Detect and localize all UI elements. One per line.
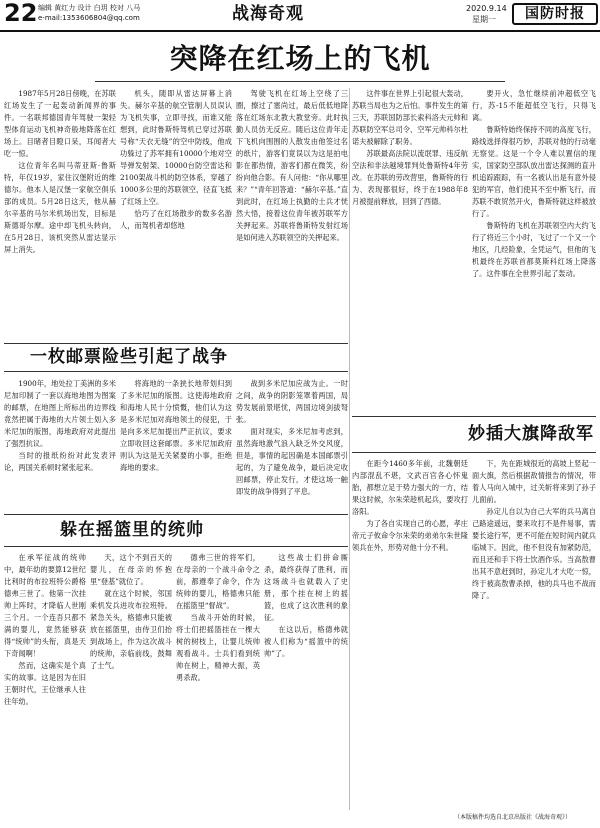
story4-paragraph: 在这以后，格德弗就被人们称为“摇篮中的统帅”了。 bbox=[264, 625, 348, 658]
story2-paragraph: 1900年，地处拉丁美洲的多米尼加印制了一套以海地地图为图案的邮票，在地图上所标出的边界线竟然把属于海地的大片领土划入多米尼加的版图，海地政府对此提出了强烈抗议。 bbox=[4, 379, 116, 448]
story4-top-rule bbox=[4, 514, 348, 515]
source-note: （本版稿件均选自北京出版社《战海奇观》） bbox=[454, 814, 572, 821]
story4-paragraph: 这些战士们拼命厮杀，最终获得了胜利，而这场战斗也就载入了史册，那个挂在树上的摇篮，也成了这次胜利的象征。 bbox=[264, 553, 348, 622]
page-number: 22 bbox=[4, 0, 38, 27]
story4-paragraph: 就在这个时候，邻国乘机发兵进攻布拉班特。紧急关头，格德弗只能被放在摇篮里，由侍卫们抬到战场上，作为这次战斗的统帅，亲临前线，鼓舞了士气。 bbox=[90, 589, 172, 670]
story4-column-1 bbox=[4, 552, 86, 812]
story4-paragraph: 当战斗开始的时候，将士们把摇篮挂在一棵大树的树枝上，让婴儿统帅观看战斗。士兵们看到统帅在树上，精神大振，英勇杀敌。 bbox=[176, 613, 260, 682]
story4-paragraph: 德弗三世的将军们，在母亲的一个战斗命令之前，都遵奉了命令，作为统帅的婴儿，格德弗只能在摇篮里“督战”。 bbox=[176, 553, 260, 610]
story2-top-rule bbox=[4, 343, 348, 344]
column-divider bbox=[349, 88, 350, 810]
masthead bbox=[0, 0, 600, 30]
story1-column-2 bbox=[120, 88, 232, 340]
story1-paragraph: 机头，随即从雷达屏幕上消失。赫尔辛基的航空管制人员误认为飞机失事，立即寻找，而谁又能想到，此时鲁斯特驾机已穿过苏联号称“天衣无缝”的空中防线，他成功躲过了苏军拥有10000个地对空导弹发射架、10000台防空雷达和2100架战斗机的防空体系，穿越了1000多公里的苏联领空，径直飞抵了红场上空。 bbox=[120, 89, 232, 206]
story1-paragraph: 这件事在世界上引起很大轰动，苏联当局也为之后怕。事件发生的第三天，苏联国防部长索科洛夫元帅和苏联防空军总司令、空军元帅科尔杜诺夫被解除了职务。 bbox=[352, 89, 468, 146]
story4-paragraph: 天，这个不到百天的婴儿，在母亲的怀抱里“登基”就位了。 bbox=[90, 553, 172, 586]
story1-paragraph: 苏联最高法院以流氓罪、违反航空法和非法越境罪判处鲁斯特4年劳改。在苏联的劳改营里，鲁斯特的行为、表现都很好，终于在1988年8月被提前释放，回到了西德。 bbox=[352, 149, 468, 206]
story2-column-2 bbox=[120, 378, 232, 512]
story1-paragraph: 这位青年名叫马蒂亚斯·鲁斯特，年仅19岁，家住汉堡附近的维德尔。他本人是汉堡一家航空俱乐部的成员。5月28日这天，他从赫尔辛基的马尔米机场出发，目标是斯德哥尔摩。途中却飞机头转向，在5月28日，该机突然从雷达显示屏上消失。 bbox=[4, 161, 116, 254]
newspaper-logo: 国防时报 bbox=[512, 3, 598, 25]
story2-column-1 bbox=[4, 378, 116, 512]
story4-bottom-rule bbox=[4, 546, 348, 547]
issue-weekday: 星期一 bbox=[472, 15, 496, 24]
story1-paragraph: 1987年5月28日傍晚，在苏联红场发生了一起轰动新闻界的事件。一名联邦德国青年驾驶一架轻型体育运动飞机神奇般地降落在红场上。目睹者目瞪口呆，耳闻者大吃一惊。 bbox=[4, 89, 116, 158]
story3-headline: 妙插大旗降敌军 bbox=[468, 424, 594, 444]
story2-paragraph: 面对现实，多米尼加考虑到，虽然海地激气浪入缺乏外交风度，但是，事情的起因确是本国邮票引起的，为了避免战争，最后决定收回邮票，停止发行，才使这场一触即发的战争得到了平息。 bbox=[236, 427, 348, 496]
story3-column-1 bbox=[352, 458, 468, 810]
story3-bottom-rule bbox=[352, 452, 596, 453]
issue-date: 2020.9.14 bbox=[466, 4, 507, 13]
story2-paragraph: 当时的报纸纷纷对此发表评论，两国关系顿时紧张起来。 bbox=[4, 451, 116, 472]
section-title: 战海奇观 bbox=[232, 4, 304, 24]
story1-paragraph: 鲁斯特的飞机在苏联领空内大约飞行了将近三个小时，飞过了一个又一个地区，几经险象，全凭运气，但他的飞机最终在苏联首都莫斯科红场上降落了。这件事在全世界引起了轰动。 bbox=[472, 221, 596, 278]
story2-bottom-rule bbox=[4, 371, 348, 372]
story2-headline: 一枚邮票险些引起了战争 bbox=[30, 347, 228, 367]
story1-column-1 bbox=[4, 88, 116, 340]
story1-column-3 bbox=[236, 88, 348, 340]
story1-paragraph: 要开火，急忙继续前冲超低空飞行，苏-15不能超低空飞行，只得飞离。 bbox=[472, 89, 596, 122]
story1-column-5 bbox=[472, 88, 596, 406]
story3-paragraph: 孙定儿自以为自己大军的兵马离自己路途遥远，要来攻打不是件易事，需要长途行军，更不可能在短时间内就兵临城下。因此，他不但没有加紧防范，而且还和手下将士饮酒作乐。当高敖曹出其不意赶到时，孙定儿才大吃一惊，终于被高敖曹杀掉，他的兵马也不战而降了。 bbox=[472, 507, 596, 600]
story1-column-4 bbox=[352, 88, 468, 406]
story2-paragraph: 战到多米尼加应战为止。一时之间，战争的阴影笼罩着两国，局势发展前景堪忧，两国边境剑拔弩张。 bbox=[236, 379, 348, 424]
story1-paragraph: 鲁斯特始终保持不同的高度飞行，路线选择得很巧妙，苏联对他的行动毫无察觉。这是一个令人难以置信的现实，国家防空部队放出雷达探测的直升机追踪跟踪，有一名被认出是有意外侵犯的军官，他们使其不至中断飞行，而苏联不敢贸然开火，鲁斯特就这样被放行了。 bbox=[472, 125, 596, 218]
story4-column-3 bbox=[176, 552, 260, 812]
editor-credits: 编辑 黄红力 设计 白玥 校对 八马 bbox=[38, 4, 141, 12]
story3-paragraph: 为了各自实现自己的心愿，孝庄帝元子攸命令尔朱荣的弟弟尔朱世隆领兵在外，形势对他十分不利。 bbox=[352, 519, 468, 552]
masthead-divider bbox=[0, 30, 600, 32]
story1-paragraph: 恰巧了在红场散步的数多名游人，而驾机者却悠地 bbox=[120, 209, 232, 230]
story4-headline: 躲在摇篮里的统帅 bbox=[60, 520, 204, 540]
story4-paragraph: 在承军征战的统帅中，最年幼的要算12世纪比利时的布拉班特公爵格德弗三世了。他第一次挂帅上阵时，才降临人世刚三个月。一个连吾只都不满的婴儿，竟然能够获得“统帅”的头衔，真是天下奇闻啊！ bbox=[4, 553, 86, 658]
story2-column-3 bbox=[236, 378, 348, 512]
story3-paragraph: 在距今1460多年前，北魏朝廷内部混乱不堪，文武百官各心怀鬼胎，都想立足于势力强大的一方，结果这时候，尔朱荣趁机起兵，要攻打洛阳。 bbox=[352, 459, 468, 516]
main-headline: 突降在红场上的飞机 bbox=[169, 42, 431, 75]
story3-top-rule bbox=[352, 416, 596, 417]
story4-paragraph: 然而，这确实是个真实的故事。这是因为在旧王朝时代，王位继承人往往年幼。 bbox=[4, 661, 86, 706]
story3-paragraph: 下，先在距城很近的高坡上竖起一面大旗，然后根据敌情报告的情况，带着人马向入城中，过关斩将来到了孙子儿面前。 bbox=[472, 459, 596, 504]
story3-column-2 bbox=[472, 458, 596, 810]
contact-email: e-mail:1353606804@qq.com bbox=[38, 14, 140, 22]
main-headline-underline bbox=[95, 81, 505, 82]
story4-column-2 bbox=[90, 552, 172, 812]
story2-paragraph: 将海地的一条狭长地带划归到了多米尼加的版图。这使海地政府和海地人民十分愤慨，他们认为这是多米尼加对海地领土的侵犯，于是向多米尼加提出严正抗议，要求立即收回这套邮票。多米尼加政府则认为这是无关紧要的小事，拒绝海地的要求。 bbox=[120, 379, 232, 472]
story1-paragraph: 驾驶飞机在红场上空绕了三圈，擦过了塞尚过，最后低低地降落在红场东北教大教堂旁。此时执勤人员仿无反应。随后这位青年走下飞机向围围的人散发由他签过名的纸片，游客们竟误以为这是拍电影在都热情，游客们都在微笑，纷纷向他合影。有人问他：“你从哪里来？”“青年回答道：“赫尔辛基。”直到此时，在红场上执勤的士兵才恍然大悟，接着这位青年被苏联军方关押起来。苏联将鲁斯特发射红场是如何进入苏联领空的关押起来。 bbox=[236, 89, 348, 242]
story4-column-4 bbox=[264, 552, 348, 812]
